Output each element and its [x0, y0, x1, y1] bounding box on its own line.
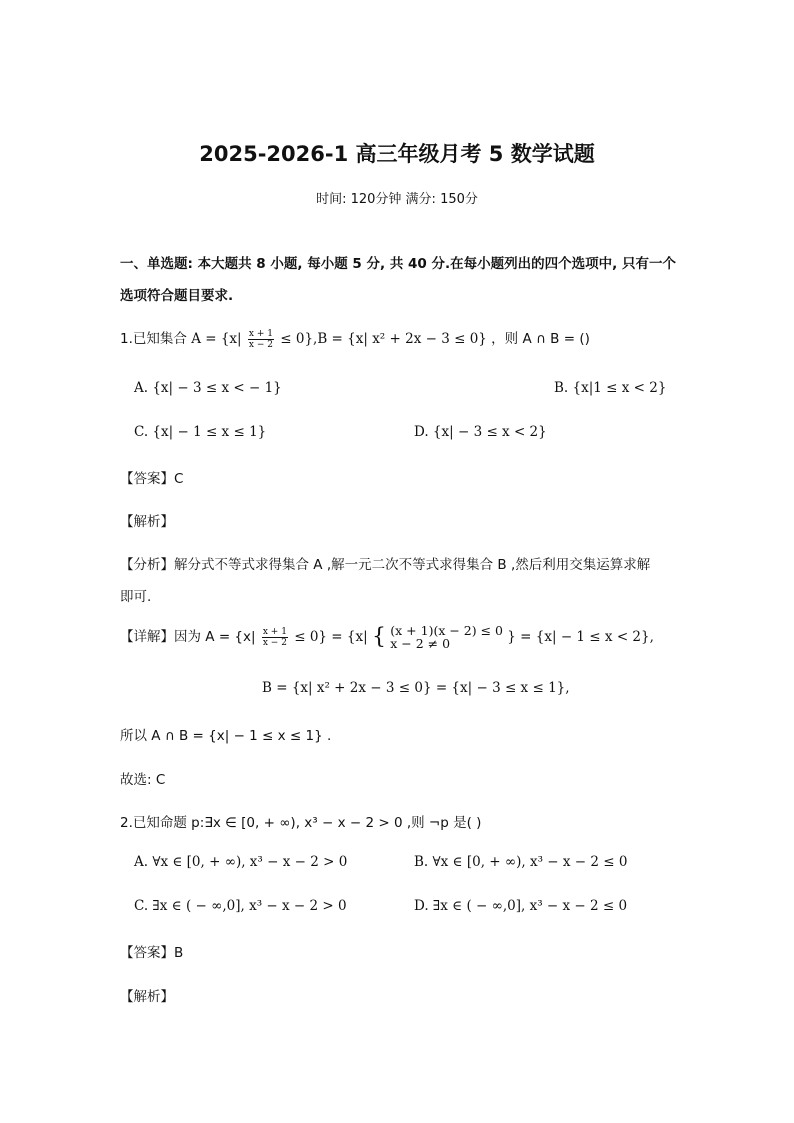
q1-detail-fraction — [262, 627, 288, 648]
q1-fraction-numerator: x + 1 — [248, 328, 273, 339]
q1-set-a-right: ≤ 0},B = {x| x² + 2x − 3 ≤ 0} — [280, 331, 487, 347]
q1-choice: 故选: C — [120, 772, 166, 788]
q1-detail-system-bottom: x − 2 ≠ 0 — [390, 636, 451, 651]
q1-fraction — [248, 329, 274, 350]
q2-option-d: D. ∃x ∈ ( − ∞,0], x³ − x − 2 ≤ 0 — [414, 898, 628, 914]
q1-fraction-denominator: x − 2 — [248, 339, 273, 350]
q1-suffix: ，则 A ∩ B = () — [491, 331, 590, 347]
q1-answer: 【答案】C — [120, 471, 184, 487]
q2-answer: 【答案】B — [120, 945, 184, 961]
q1-analysis-label: 【解析】 — [120, 514, 174, 530]
question-1-stem — [120, 327, 590, 350]
section-heading-line1: 一、单选题: 本大题共 8 小题, 每小题 5 分, 共 40 分.在每小题列出的四个选项中, 只有一个 — [120, 256, 676, 272]
q1-detail-suffix: } = {x| − 1 ≤ x < 2}, — [507, 629, 654, 645]
q2-analysis-label: 【解析】 — [120, 989, 174, 1005]
q1-detail-fraction-denominator: x − 2 — [262, 637, 287, 648]
q1-set-a-left: A = {x| — [191, 331, 242, 347]
q1-detail-set-b: B = {x| x² + 2x − 3 ≤ 0} = {x| − 3 ≤ x ≤ 1}, — [262, 680, 570, 696]
q1-detail-line — [120, 624, 654, 650]
q1-analysis-line1: 【分析】解分式不等式求得集合 A ,解一元二次不等式求得集合 B ,然后利用交集运算求解 — [120, 557, 651, 573]
q1-detail-system — [390, 624, 503, 650]
q1-analysis-line2: 即可. — [120, 589, 152, 605]
exam-info: 时间: 120分钟 满分: 150分 — [316, 192, 478, 207]
question-2-stem: 2.已知命题 p:∃x ∈ [0, + ∞), x³ − x − 2 > 0 ,则 ¬p 是( ) — [120, 815, 482, 831]
left-brace-icon: { — [371, 624, 386, 650]
q1-detail-prefix: 【详解】因为 A = {x| — [120, 629, 256, 645]
q1-detail-system-top: (x + 1)(x − 2) ≤ 0 — [390, 623, 503, 638]
document-title: 2025-2026-1 高三年级月考 5 数学试题 — [199, 142, 595, 166]
q1-detail-mid: ≤ 0} = {x| — [294, 629, 368, 645]
q1-detail-fraction-numerator: x + 1 — [262, 626, 287, 637]
q1-conclusion: 所以 A ∩ B = {x| − 1 ≤ x ≤ 1} . — [120, 728, 332, 744]
q2-option-b: B. ∀x ∈ [0, + ∞), x³ − x − 2 ≤ 0 — [414, 854, 628, 870]
q1-option-a: A. {x| − 3 ≤ x < − 1} — [134, 380, 282, 396]
q1-option-c: C. {x| − 1 ≤ x ≤ 1} — [134, 424, 267, 440]
q2-option-c: C. ∃x ∈ ( − ∞,0], x³ − x − 2 > 0 — [134, 898, 347, 914]
q2-option-a: A. ∀x ∈ [0, + ∞), x³ − x − 2 > 0 — [134, 854, 348, 870]
q1-option-b: B. {x|1 ≤ x < 2} — [554, 380, 667, 396]
q1-prefix: 1.已知集合 — [120, 331, 187, 347]
q1-option-d: D. {x| − 3 ≤ x < 2} — [414, 424, 547, 440]
section-heading-line2: 选项符合题目要求. — [120, 288, 234, 304]
